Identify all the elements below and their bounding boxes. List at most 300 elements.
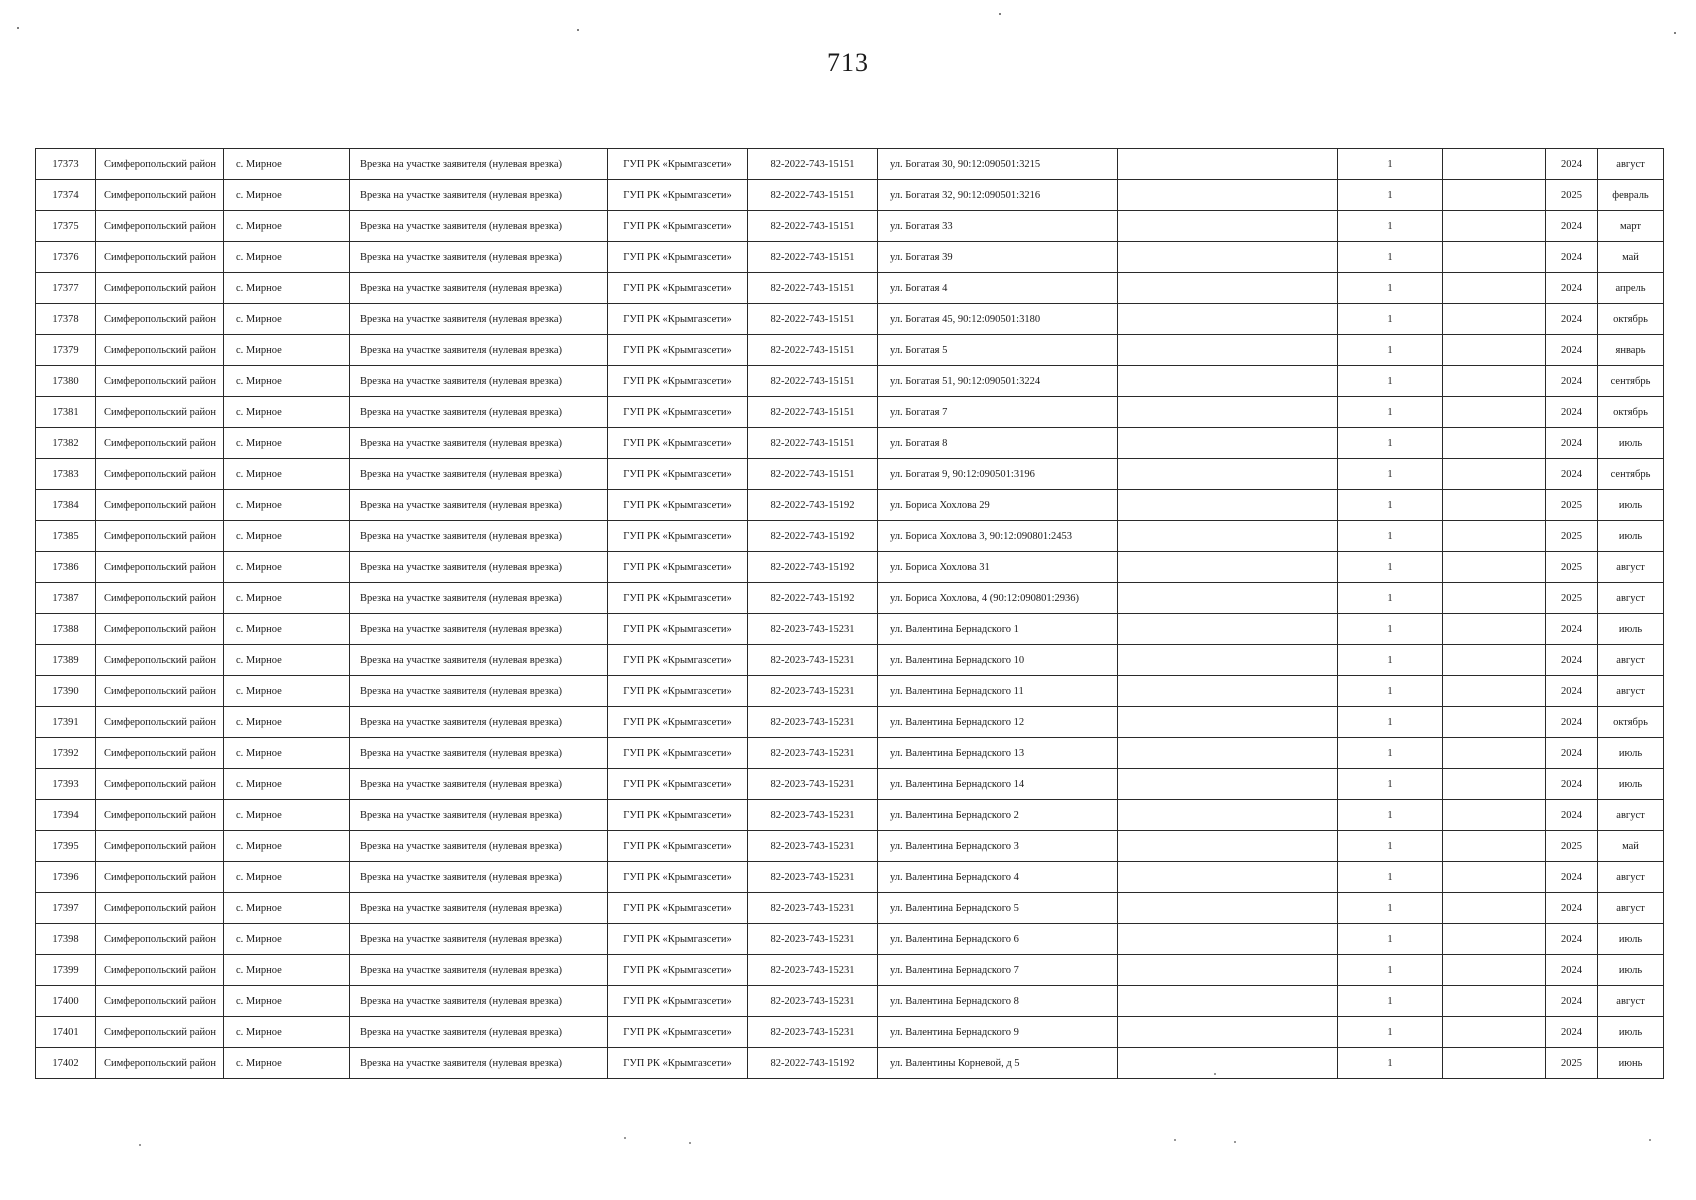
address-cell: ул. Богатая 4	[878, 273, 1118, 304]
district-cell: Симферопольский район	[96, 242, 224, 273]
year-cell: 2024	[1546, 149, 1598, 180]
work-type-cell: Врезка на участке заявителя (нулевая врезка)	[350, 428, 608, 459]
village-cell: с. Мирное	[224, 304, 350, 335]
address-cell: ул. Богатая 5	[878, 335, 1118, 366]
organization-cell: ГУП РК «Крымгазсети»	[608, 428, 748, 459]
row-number: 17402	[36, 1048, 96, 1079]
month-cell: июль	[1598, 521, 1664, 552]
village-cell: с. Мирное	[224, 1048, 350, 1079]
quantity-cell: 1	[1338, 459, 1443, 490]
code-cell: 82-2023-743-15231	[748, 893, 878, 924]
code-cell: 82-2022-743-15151	[748, 149, 878, 180]
address-cell: ул. Богатая 8	[878, 428, 1118, 459]
month-cell: июль	[1598, 490, 1664, 521]
quantity-cell: 1	[1338, 490, 1443, 521]
organization-cell: ГУП РК «Крымгазсети»	[608, 676, 748, 707]
work-type-cell: Врезка на участке заявителя (нулевая врезка)	[350, 552, 608, 583]
address-cell: ул. Богатая 30, 90:12:090501:3215	[878, 149, 1118, 180]
code-cell: 82-2022-743-15192	[748, 521, 878, 552]
year-cell: 2024	[1546, 800, 1598, 831]
year-cell: 2025	[1546, 180, 1598, 211]
row-number: 17382	[36, 428, 96, 459]
village-cell: с. Мирное	[224, 614, 350, 645]
month-cell: июль	[1598, 738, 1664, 769]
row-number: 17384	[36, 490, 96, 521]
month-cell: май	[1598, 242, 1664, 273]
village-cell: с. Мирное	[224, 273, 350, 304]
code-cell: 82-2022-743-15151	[748, 428, 878, 459]
code-cell: 82-2022-743-15192	[748, 1048, 878, 1079]
code-cell: 82-2023-743-15231	[748, 800, 878, 831]
district-cell: Симферопольский район	[96, 707, 224, 738]
code-cell: 82-2022-743-15192	[748, 490, 878, 521]
organization-cell: ГУП РК «Крымгазсети»	[608, 1048, 748, 1079]
village-cell: с. Мирное	[224, 180, 350, 211]
year-cell: 2025	[1546, 521, 1598, 552]
village-cell: с. Мирное	[224, 552, 350, 583]
row-number: 17396	[36, 862, 96, 893]
district-cell: Симферопольский район	[96, 366, 224, 397]
quantity-cell: 1	[1338, 862, 1443, 893]
row-number: 17401	[36, 1017, 96, 1048]
work-type-cell: Врезка на участке заявителя (нулевая врезка)	[350, 180, 608, 211]
year-cell: 2024	[1546, 986, 1598, 1017]
address-cell: ул. Бориса Хохлова 29	[878, 490, 1118, 521]
year-cell: 2024	[1546, 769, 1598, 800]
month-cell: июль	[1598, 428, 1664, 459]
quantity-cell: 1	[1338, 149, 1443, 180]
organization-cell: ГУП РК «Крымгазсети»	[608, 273, 748, 304]
code-cell: 82-2022-743-15192	[748, 583, 878, 614]
year-cell: 2025	[1546, 490, 1598, 521]
organization-cell: ГУП РК «Крымгазсети»	[608, 552, 748, 583]
village-cell: с. Мирное	[224, 800, 350, 831]
year-cell: 2024	[1546, 645, 1598, 676]
year-cell: 2025	[1546, 583, 1598, 614]
village-cell: с. Мирное	[224, 924, 350, 955]
address-cell: ул. Валентина Бернадского 10	[878, 645, 1118, 676]
year-cell: 2025	[1546, 552, 1598, 583]
address-cell: ул. Богатая 7	[878, 397, 1118, 428]
year-cell: 2024	[1546, 242, 1598, 273]
month-cell: август	[1598, 862, 1664, 893]
work-type-cell: Врезка на участке заявителя (нулевая врезка)	[350, 149, 608, 180]
quantity-cell: 1	[1338, 769, 1443, 800]
row-number: 17378	[36, 304, 96, 335]
district-cell: Симферопольский район	[96, 676, 224, 707]
work-type-cell: Врезка на участке заявителя (нулевая врезка)	[350, 707, 608, 738]
code-cell: 82-2023-743-15231	[748, 614, 878, 645]
work-type-cell: Врезка на участке заявителя (нулевая врезка)	[350, 242, 608, 273]
organization-cell: ГУП РК «Крымгазсети»	[608, 490, 748, 521]
year-cell: 2024	[1546, 1017, 1598, 1048]
address-cell: ул. Бориса Хохлова 3, 90:12:090801:2453	[878, 521, 1118, 552]
village-cell: с. Мирное	[224, 335, 350, 366]
address-cell: ул. Валентина Бернадского 12	[878, 707, 1118, 738]
row-number: 17395	[36, 831, 96, 862]
quantity-cell: 1	[1338, 521, 1443, 552]
year-cell: 2024	[1546, 304, 1598, 335]
address-cell: ул. Бориса Хохлова 31	[878, 552, 1118, 583]
quantity-cell: 1	[1338, 211, 1443, 242]
month-cell: октябрь	[1598, 707, 1664, 738]
quantity-cell: 1	[1338, 831, 1443, 862]
work-type-cell: Врезка на участке заявителя (нулевая врезка)	[350, 645, 608, 676]
district-cell: Симферопольский район	[96, 304, 224, 335]
quantity-cell: 1	[1338, 366, 1443, 397]
quantity-cell: 1	[1338, 304, 1443, 335]
row-number: 17377	[36, 273, 96, 304]
work-type-cell: Врезка на участке заявителя (нулевая врезка)	[350, 366, 608, 397]
row-number: 17387	[36, 583, 96, 614]
quantity-cell: 1	[1338, 986, 1443, 1017]
organization-cell: ГУП РК «Крымгазсети»	[608, 521, 748, 552]
work-type-cell: Врезка на участке заявителя (нулевая врезка)	[350, 1017, 608, 1048]
village-cell: с. Мирное	[224, 149, 350, 180]
row-number: 17398	[36, 924, 96, 955]
village-cell: с. Мирное	[224, 490, 350, 521]
work-type-cell: Врезка на участке заявителя (нулевая врезка)	[350, 614, 608, 645]
district-cell: Симферопольский район	[96, 955, 224, 986]
district-cell: Симферопольский район	[96, 645, 224, 676]
village-cell: с. Мирное	[224, 1017, 350, 1048]
district-cell: Симферопольский район	[96, 521, 224, 552]
year-cell: 2025	[1546, 831, 1598, 862]
month-cell: июль	[1598, 955, 1664, 986]
district-cell: Симферопольский район	[96, 924, 224, 955]
row-number: 17383	[36, 459, 96, 490]
address-cell: ул. Валентины Корневой, д 5	[878, 1048, 1118, 1079]
address-cell: ул. Валентина Бернадского 4	[878, 862, 1118, 893]
district-cell: Симферопольский район	[96, 769, 224, 800]
quantity-cell: 1	[1338, 428, 1443, 459]
row-number: 17376	[36, 242, 96, 273]
address-cell: ул. Валентина Бернадского 8	[878, 986, 1118, 1017]
organization-cell: ГУП РК «Крымгазсети»	[608, 986, 748, 1017]
quantity-cell: 1	[1338, 614, 1443, 645]
month-cell: июнь	[1598, 1048, 1664, 1079]
year-cell: 2024	[1546, 893, 1598, 924]
code-cell: 82-2023-743-15231	[748, 924, 878, 955]
organization-cell: ГУП РК «Крымгазсети»	[608, 149, 748, 180]
work-type-cell: Врезка на участке заявителя (нулевая врезка)	[350, 800, 608, 831]
quantity-cell: 1	[1338, 738, 1443, 769]
year-cell: 2024	[1546, 738, 1598, 769]
code-cell: 82-2023-743-15231	[748, 955, 878, 986]
month-cell: август	[1598, 800, 1664, 831]
village-cell: с. Мирное	[224, 459, 350, 490]
quantity-cell: 1	[1338, 924, 1443, 955]
year-cell: 2024	[1546, 459, 1598, 490]
code-cell: 82-2022-743-15151	[748, 273, 878, 304]
month-cell: август	[1598, 893, 1664, 924]
district-cell: Симферопольский район	[96, 831, 224, 862]
year-cell: 2024	[1546, 924, 1598, 955]
year-cell: 2024	[1546, 614, 1598, 645]
organization-cell: ГУП РК «Крымгазсети»	[608, 180, 748, 211]
district-cell: Симферопольский район	[96, 1017, 224, 1048]
address-cell: ул. Валентина Бернадского 3	[878, 831, 1118, 862]
work-type-cell: Врезка на участке заявителя (нулевая врезка)	[350, 583, 608, 614]
code-cell: 82-2023-743-15231	[748, 986, 878, 1017]
work-type-cell: Врезка на участке заявителя (нулевая врезка)	[350, 459, 608, 490]
organization-cell: ГУП РК «Крымгазсети»	[608, 738, 748, 769]
month-cell: август	[1598, 583, 1664, 614]
year-cell: 2024	[1546, 955, 1598, 986]
work-type-cell: Врезка на участке заявителя (нулевая врезка)	[350, 490, 608, 521]
village-cell: с. Мирное	[224, 986, 350, 1017]
code-cell: 82-2023-743-15231	[748, 738, 878, 769]
village-cell: с. Мирное	[224, 583, 350, 614]
row-number: 17386	[36, 552, 96, 583]
work-type-cell: Врезка на участке заявителя (нулевая врезка)	[350, 304, 608, 335]
village-cell: с. Мирное	[224, 645, 350, 676]
district-cell: Симферопольский район	[96, 149, 224, 180]
work-type-cell: Врезка на участке заявителя (нулевая врезка)	[350, 738, 608, 769]
year-cell: 2024	[1546, 211, 1598, 242]
address-cell: ул. Валентина Бернадского 9	[878, 1017, 1118, 1048]
organization-cell: ГУП РК «Крымгазсети»	[608, 211, 748, 242]
quantity-cell: 1	[1338, 893, 1443, 924]
work-type-cell: Врезка на участке заявителя (нулевая врезка)	[350, 273, 608, 304]
row-number: 17380	[36, 366, 96, 397]
work-type-cell: Врезка на участке заявителя (нулевая врезка)	[350, 862, 608, 893]
district-cell: Симферопольский район	[96, 180, 224, 211]
row-number: 17394	[36, 800, 96, 831]
address-cell: ул. Валентина Бернадского 2	[878, 800, 1118, 831]
organization-cell: ГУП РК «Крымгазсети»	[608, 924, 748, 955]
organization-cell: ГУП РК «Крымгазсети»	[608, 366, 748, 397]
work-type-cell: Врезка на участке заявителя (нулевая врезка)	[350, 924, 608, 955]
district-cell: Симферопольский район	[96, 490, 224, 521]
month-cell: июль	[1598, 1017, 1664, 1048]
row-number: 17390	[36, 676, 96, 707]
year-cell: 2024	[1546, 676, 1598, 707]
code-cell: 82-2022-743-15151	[748, 366, 878, 397]
village-cell: с. Мирное	[224, 242, 350, 273]
organization-cell: ГУП РК «Крымгазсети»	[608, 304, 748, 335]
village-cell: с. Мирное	[224, 211, 350, 242]
month-cell: август	[1598, 149, 1664, 180]
code-cell: 82-2023-743-15231	[748, 645, 878, 676]
code-cell: 82-2022-743-15151	[748, 180, 878, 211]
village-cell: с. Мирное	[224, 831, 350, 862]
address-cell: ул. Валентина Бернадского 7	[878, 955, 1118, 986]
organization-cell: ГУП РК «Крымгазсети»	[608, 1017, 748, 1048]
code-cell: 82-2022-743-15151	[748, 397, 878, 428]
row-number: 17388	[36, 614, 96, 645]
address-cell: ул. Валентина Бернадского 1	[878, 614, 1118, 645]
row-number: 17392	[36, 738, 96, 769]
work-type-cell: Врезка на участке заявителя (нулевая врезка)	[350, 211, 608, 242]
district-cell: Симферопольский район	[96, 893, 224, 924]
organization-cell: ГУП РК «Крымгазсети»	[608, 583, 748, 614]
month-cell: июль	[1598, 924, 1664, 955]
year-cell: 2024	[1546, 273, 1598, 304]
row-number: 17389	[36, 645, 96, 676]
village-cell: с. Мирное	[224, 397, 350, 428]
quantity-cell: 1	[1338, 273, 1443, 304]
row-number: 17400	[36, 986, 96, 1017]
row-number: 17373	[36, 149, 96, 180]
district-cell: Симферопольский район	[96, 738, 224, 769]
row-number: 17385	[36, 521, 96, 552]
organization-cell: ГУП РК «Крымгазсети»	[608, 893, 748, 924]
code-cell: 82-2022-743-15151	[748, 459, 878, 490]
code-cell: 82-2023-743-15231	[748, 707, 878, 738]
month-cell: октябрь	[1598, 397, 1664, 428]
code-cell: 82-2022-743-15151	[748, 304, 878, 335]
code-cell: 82-2022-743-15151	[748, 211, 878, 242]
district-cell: Симферопольский район	[96, 614, 224, 645]
district-cell: Симферопольский район	[96, 397, 224, 428]
district-cell: Симферопольский район	[96, 459, 224, 490]
address-cell: ул. Богатая 33	[878, 211, 1118, 242]
organization-cell: ГУП РК «Крымгазсети»	[608, 645, 748, 676]
quantity-cell: 1	[1338, 676, 1443, 707]
village-cell: с. Мирное	[224, 893, 350, 924]
work-type-cell: Врезка на участке заявителя (нулевая врезка)	[350, 1048, 608, 1079]
address-cell: ул. Богатая 32, 90:12:090501:3216	[878, 180, 1118, 211]
village-cell: с. Мирное	[224, 738, 350, 769]
address-cell: ул. Богатая 51, 90:12:090501:3224	[878, 366, 1118, 397]
district-cell: Симферопольский район	[96, 211, 224, 242]
quantity-cell: 1	[1338, 645, 1443, 676]
village-cell: с. Мирное	[224, 955, 350, 986]
month-cell: июль	[1598, 614, 1664, 645]
organization-cell: ГУП РК «Крымгазсети»	[608, 831, 748, 862]
row-number: 17397	[36, 893, 96, 924]
work-type-cell: Врезка на участке заявителя (нулевая врезка)	[350, 831, 608, 862]
month-cell: январь	[1598, 335, 1664, 366]
code-cell: 82-2023-743-15231	[748, 831, 878, 862]
year-cell: 2024	[1546, 428, 1598, 459]
year-cell: 2024	[1546, 335, 1598, 366]
address-cell: ул. Валентина Бернадского 11	[878, 676, 1118, 707]
address-cell: ул. Валентина Бернадского 5	[878, 893, 1118, 924]
work-type-cell: Врезка на участке заявителя (нулевая врезка)	[350, 676, 608, 707]
address-cell: ул. Валентина Бернадского 14	[878, 769, 1118, 800]
row-number: 17374	[36, 180, 96, 211]
month-cell: май	[1598, 831, 1664, 862]
village-cell: с. Мирное	[224, 707, 350, 738]
district-cell: Симферопольский район	[96, 986, 224, 1017]
district-cell: Симферопольский район	[96, 552, 224, 583]
year-cell: 2024	[1546, 366, 1598, 397]
organization-cell: ГУП РК «Крымгазсети»	[608, 335, 748, 366]
district-cell: Симферопольский район	[96, 800, 224, 831]
work-type-cell: Врезка на участке заявителя (нулевая врезка)	[350, 893, 608, 924]
organization-cell: ГУП РК «Крымгазсети»	[608, 955, 748, 986]
year-cell: 2025	[1546, 1048, 1598, 1079]
month-cell: август	[1598, 645, 1664, 676]
organization-cell: ГУП РК «Крымгазсети»	[608, 800, 748, 831]
quantity-cell: 1	[1338, 955, 1443, 986]
quantity-cell: 1	[1338, 1017, 1443, 1048]
year-cell: 2024	[1546, 707, 1598, 738]
page-number: 713	[827, 48, 869, 77]
row-number: 17399	[36, 955, 96, 986]
month-cell: октябрь	[1598, 304, 1664, 335]
village-cell: с. Мирное	[224, 769, 350, 800]
organization-cell: ГУП РК «Крымгазсети»	[608, 459, 748, 490]
address-cell: ул. Богатая 45, 90:12:090501:3180	[878, 304, 1118, 335]
village-cell: с. Мирное	[224, 366, 350, 397]
district-cell: Симферопольский район	[96, 428, 224, 459]
work-type-cell: Врезка на участке заявителя (нулевая врезка)	[350, 397, 608, 428]
district-cell: Симферопольский район	[96, 1048, 224, 1079]
row-number: 17379	[36, 335, 96, 366]
code-cell: 82-2023-743-15231	[748, 862, 878, 893]
address-cell: ул. Валентина Бернадского 6	[878, 924, 1118, 955]
village-cell: с. Мирное	[224, 428, 350, 459]
row-number: 17375	[36, 211, 96, 242]
month-cell: апрель	[1598, 273, 1664, 304]
organization-cell: ГУП РК «Крымгазсети»	[608, 862, 748, 893]
row-number: 17391	[36, 707, 96, 738]
quantity-cell: 1	[1338, 583, 1443, 614]
quantity-cell: 1	[1338, 397, 1443, 428]
district-cell: Симферопольский район	[96, 862, 224, 893]
quantity-cell: 1	[1338, 180, 1443, 211]
month-cell: август	[1598, 986, 1664, 1017]
work-type-cell: Врезка на участке заявителя (нулевая врезка)	[350, 986, 608, 1017]
month-cell: август	[1598, 676, 1664, 707]
year-cell: 2024	[1546, 862, 1598, 893]
quantity-cell: 1	[1338, 552, 1443, 583]
code-cell: 82-2022-743-15151	[748, 242, 878, 273]
work-type-cell: Врезка на участке заявителя (нулевая врезка)	[350, 769, 608, 800]
quantity-cell: 1	[1338, 242, 1443, 273]
village-cell: с. Мирное	[224, 521, 350, 552]
month-cell: август	[1598, 552, 1664, 583]
month-cell: июль	[1598, 769, 1664, 800]
organization-cell: ГУП РК «Крымгазсети»	[608, 769, 748, 800]
month-cell: сентябрь	[1598, 366, 1664, 397]
work-type-cell: Врезка на участке заявителя (нулевая врезка)	[350, 335, 608, 366]
organization-cell: ГУП РК «Крымгазсети»	[608, 707, 748, 738]
address-cell: ул. Богатая 39	[878, 242, 1118, 273]
quantity-cell: 1	[1338, 1048, 1443, 1079]
quantity-cell: 1	[1338, 335, 1443, 366]
year-cell: 2024	[1546, 397, 1598, 428]
address-cell: ул. Бориса Хохлова, 4 (90:12:090801:2936)	[878, 583, 1118, 614]
code-cell: 82-2023-743-15231	[748, 1017, 878, 1048]
address-cell: ул. Валентина Бернадского 13	[878, 738, 1118, 769]
organization-cell: ГУП РК «Крымгазсети»	[608, 242, 748, 273]
month-cell: сентябрь	[1598, 459, 1664, 490]
address-cell: ул. Богатая 9, 90:12:090501:3196	[878, 459, 1118, 490]
village-cell: с. Мирное	[224, 676, 350, 707]
village-cell: с. Мирное	[224, 862, 350, 893]
work-type-cell: Врезка на участке заявителя (нулевая врезка)	[350, 521, 608, 552]
organization-cell: ГУП РК «Крымгазсети»	[608, 397, 748, 428]
quantity-cell: 1	[1338, 800, 1443, 831]
row-number: 17381	[36, 397, 96, 428]
organization-cell: ГУП РК «Крымгазсети»	[608, 614, 748, 645]
code-cell: 82-2022-743-15192	[748, 552, 878, 583]
district-cell: Симферопольский район	[96, 583, 224, 614]
district-cell: Симферопольский район	[96, 335, 224, 366]
month-cell: март	[1598, 211, 1664, 242]
code-cell: 82-2022-743-15151	[748, 335, 878, 366]
code-cell: 82-2023-743-15231	[748, 769, 878, 800]
row-number: 17393	[36, 769, 96, 800]
quantity-cell: 1	[1338, 707, 1443, 738]
work-type-cell: Врезка на участке заявителя (нулевая врезка)	[350, 955, 608, 986]
code-cell: 82-2023-743-15231	[748, 676, 878, 707]
month-cell: февраль	[1598, 180, 1664, 211]
